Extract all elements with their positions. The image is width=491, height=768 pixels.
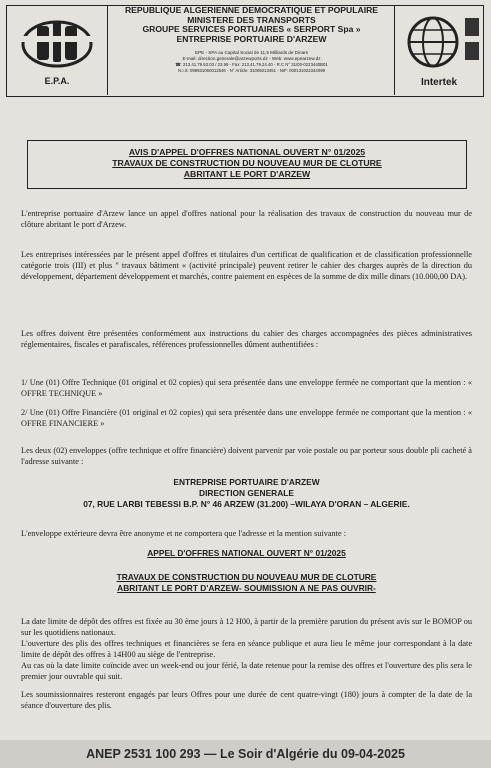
notice-title-line-2: TRAVAUX DE CONSTRUCTION DU NOUVEAU MUR DE CLOTURE	[112, 158, 382, 168]
address-line-3: 07, RUE LARBI TEBESSI B.P. N° 46 ARZEW (31.200) –WILAYA D'ORAN – ALGERIE.	[83, 499, 410, 509]
paragraph-deadline: La date limite de dépôt des offres est fixée au 30 ème jours à 12 H00, à partir de la première parution du présent avis sur le BOMOP ou sur les quotidiens nationaux.	[21, 617, 472, 637]
footer-anep: ANEP 2531 100 293 — Le Soir d'Algérie du 09-04-2025	[0, 740, 491, 768]
letterhead-capital: EPE - SPA au Capital Social de 11,5 Milliards de Dinars	[195, 50, 308, 56]
mention-works	[21, 572, 472, 594]
paragraph-envelopes: Les deux (02) enveloppes (offre technique et offre financière) doivent parvenir par voie postale ou par porteur sous double pli cacheté à l'adresse suivante :	[21, 446, 472, 466]
letterhead-line-1: REPUBLIQUE ALGERIENNE DEMOCRATIQUE ET POPULAIRE	[124, 5, 379, 15]
paragraph-eligibility: Les entreprises intéressées par le présent appel d'offres et titulaires d'un certificat de qualification et de classification professionnelle catégorie trois (III) et plus " travaux bâtiment « (activité principale) peuvent retirer le cahier des charges auprès de la direction du développement, département développement et marchés, contre paiement en espèces de la somme de dix mille dinars (10.000,00 DA).	[21, 250, 472, 281]
address-line-1: ENTREPRISE PORTUAIRE D'ARZEW	[173, 477, 320, 487]
intertek-logo	[394, 6, 483, 95]
epa-emblem-icon	[7, 6, 107, 76]
paragraph-outer-envelope: L'enveloppe extérieure devra être anonyme et ne comportera que l'adresse et la mention suivante :	[21, 529, 347, 538]
address-block	[21, 477, 472, 510]
notice-title-line-1: AVIS D'APPEL D'OFFRES NATIONAL OUVERT N° 01/2025	[128, 147, 366, 157]
mention-line-3: ABRITANT LE PORT D'ARZEW- SOUMISSION A NE PAS OUVRIR-	[117, 583, 376, 593]
paragraph-holiday: Au cas où la date limite coïncide avec un week-end ou jour férié, la date retenue pour la remise des offres et l'ouverture des plis sera le premier jour ouvrable qui suit.	[21, 661, 472, 681]
letterhead-center	[108, 6, 395, 95]
paragraph-intro: L'entreprise portuaire d'Arzew lance un appel d'offres national pour la réalisation des travaux de construction du nouveau mur de clôture abritant le port d'Arzew.	[21, 209, 472, 229]
paragraph-opening: L'ouverture des plis des offres techniques et financières se fera en séance publique et aura lieu le même jour correspondant à la date limite de dépôt des offres à 14H00 au siège de l'entreprise.	[21, 639, 472, 659]
letterhead-phone: ☎: 213.41.79.53.03 / 23.99 - Fax: 213.41.79.24.40 - R.C N° 31/00-0223440B01	[175, 62, 328, 68]
globe-icon	[395, 6, 483, 76]
letterhead-line-2: MINISTERE DES TRANSPORTS	[187, 14, 316, 25]
letterhead	[6, 5, 484, 97]
paragraph-technical-offer: 1/ Une (01) Offre Technique (01 original et 02 copies) qui sera présentée dans une enveloppe fermée ne comportant que la mention : « OFFRE TECHNIQUE »	[21, 378, 472, 398]
letterhead-line-3: GROUPE SERVICES PORTUAIRES « SERPORT Spa »	[142, 24, 361, 35]
mention-reference	[21, 548, 472, 559]
paragraph-offers: Les offres doivent être présentées conformément aux instructions du cahier des charges accompagnées des pièces administratives réglementaires, fiscales et parafiscales, références professionnelles dûment authentifiées :	[21, 329, 472, 349]
notice-title-line-3: ABRITANT LE PORT D'ARZEW	[183, 169, 311, 179]
letterhead-ids: N.I.S: 099931060012546 - N° Article: 31006013451 - NIF: 000131022344099	[178, 68, 325, 74]
paragraph-financial-offer: 2/ Une (01) Offre Financière (01 original et 02 copies) qui sera présentée dans une enveloppe fermée ne comportant que la mention : « OFFRE FINANCIERE »	[21, 408, 472, 428]
epa-logo-text: E.P.A.	[44, 76, 70, 86]
address-line-2: DIRECTION GENERALE	[199, 488, 294, 498]
notice-title-box	[27, 140, 467, 189]
mention-line-1: APPEL D'OFFRES NATIONAL OUVERT N° 01/2025	[147, 548, 346, 558]
letterhead-line-4: ENTREPRISE PORTUAIRE D'ARZEW	[176, 33, 327, 44]
intertek-logo-text: Intertek	[420, 77, 458, 88]
epa-logo	[7, 6, 108, 95]
mention-line-2: TRAVAUX DE CONSTRUCTION DU NOUVEAU MUR DE CLOTURE	[116, 572, 377, 582]
paragraph-validity: Les soumissionnaires resteront engagés par leurs Offres pour une durée de cent quatre-vingt (180) jours à compter de la date de la séance d'ouverture des plis.	[21, 690, 472, 710]
letterhead-email: E-mail: direction.generale@arzewports.dz - Web: www.epearzew.dz	[182, 56, 321, 62]
